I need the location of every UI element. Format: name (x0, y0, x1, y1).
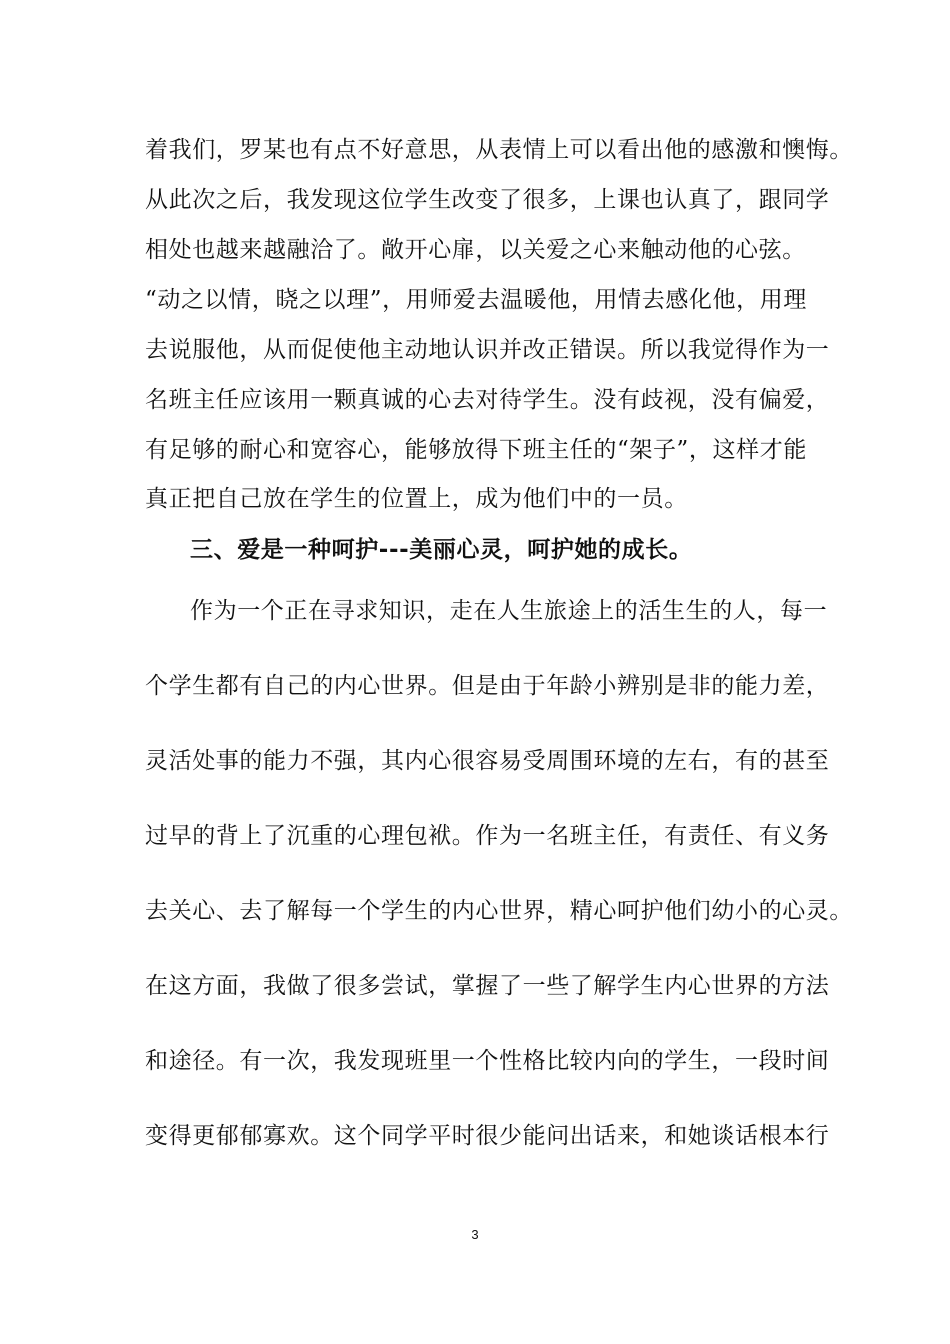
body-text-line: 个学生都有自己的内心世界。但是由于年龄小辨别是非的能力差， (145, 673, 830, 699)
body-text-line: 着我们，罗某也有点不好意思，从表情上可以看出他的感激和懊悔。 (145, 137, 853, 163)
body-text-line: 去说服他，从而促使他主动地认识并改正错误。所以我觉得作为一 (145, 337, 830, 363)
body-text-line: 变得更郁郁寡欢。这个同学平时很少能问出话来，和她谈话根本行 (145, 1123, 830, 1149)
body-text-line: 去关心、去了解每一个学生的内心世界，精心呵护他们幼小的心灵。 (145, 898, 853, 924)
body-text-line: 从此次之后，我发现这位学生改变了很多，上课也认真了，跟同学 (145, 187, 830, 213)
body-text-line: 名班主任应该用一颗真诚的心去对待学生。没有歧视，没有偏爱， (145, 387, 830, 413)
section-heading: 三、爱是一种呵护---美丽心灵，呵护她的成长。 (190, 537, 693, 563)
body-text-line: 有足够的耐心和宽容心，能够放得下班主任的“架子”，这样才能 (145, 437, 807, 463)
body-text-line: 过早的背上了沉重的心理包袱。作为一名班主任，有责任、有义务 (145, 823, 830, 849)
body-text-line: “动之以情，晓之以理”，用师爱去温暖他，用情去感化他，用理 (145, 287, 807, 313)
body-text-line: 在这方面，我做了很多尝试，掌握了一些了解学生内心世界的方法 (145, 973, 830, 999)
body-text-line: 相处也越来越融洽了。敞开心扉，以关爱之心来触动他的心弦。 (145, 237, 806, 263)
body-text-line: 和途径。有一次，我发现班里一个性格比较内向的学生，一段时间 (145, 1048, 830, 1074)
body-text-line: 作为一个正在寻求知识，走在人生旅途上的活生生的人，每一 (190, 598, 828, 624)
page-number: 3 (471, 1227, 479, 1242)
body-text-line: 灵活处事的能力不强，其内心很容易受周围环境的左右，有的甚至 (145, 748, 830, 774)
body-text-line: 真正把自己放在学生的位置上，成为他们中的一员。 (145, 486, 688, 512)
